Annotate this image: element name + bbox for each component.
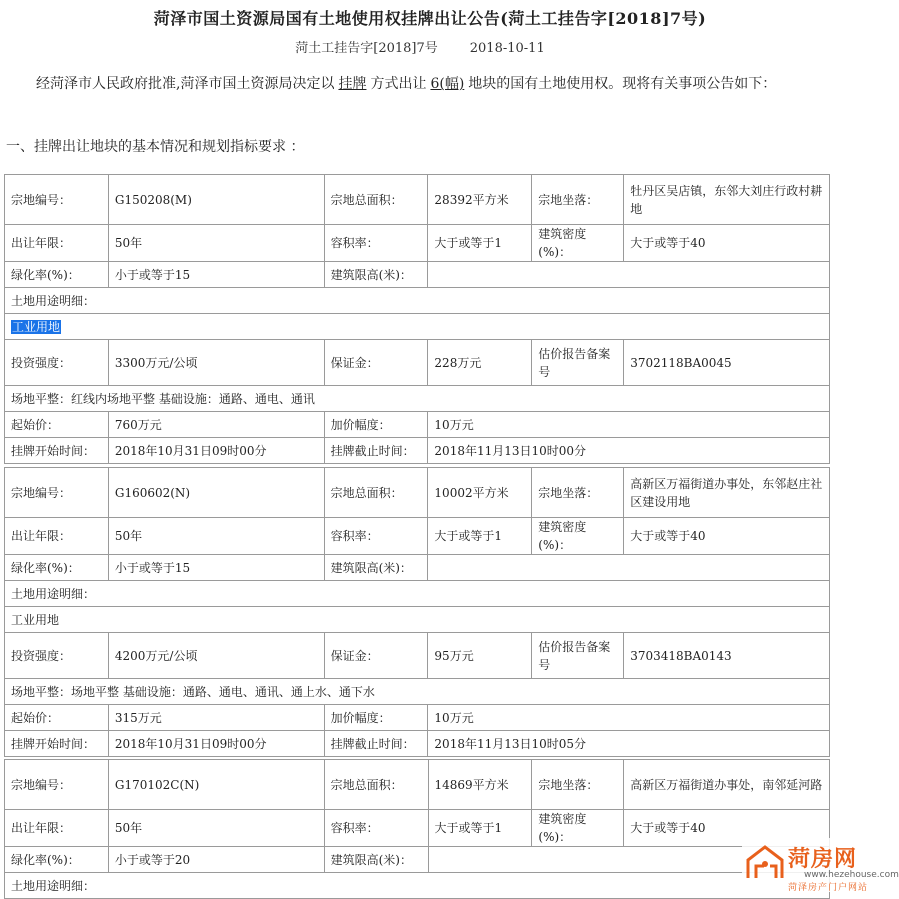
- bid-increment: 10万元: [428, 412, 830, 438]
- total-area: 10002平方米: [428, 468, 532, 518]
- greening-rate: 小于或等于15: [108, 262, 324, 288]
- table-row: 起始价： 315万元 加价幅度： 10万元: [5, 705, 830, 731]
- publish-date: 2018-10-11: [469, 41, 545, 56]
- building-density: 大于或等于40: [624, 518, 830, 555]
- watermark-name: 菏房网: [788, 847, 858, 872]
- table-row: 宗地编号： G170102C(N) 宗地总面积： 14869平方米 宗地坐落： 高新区万福街道办事处，南邻延河路: [5, 760, 830, 810]
- parcel-table-3: [4, 759, 830, 899]
- watermark-tagline: 菏泽房产门户网站: [788, 883, 869, 893]
- house-logo-icon: [744, 842, 786, 882]
- greening-rate: 小于或等于15: [108, 555, 324, 581]
- building-density: 大于或等于40: [624, 225, 830, 262]
- table-row: 投资强度： 4200万元/公顷 保证金： 95万元 估价报告备案号 3703418BA0143: [5, 633, 830, 679]
- page-title: 菏泽市国土资源局国有土地使用权挂牌出让公告(菏土工挂告字[2018]7号): [153, 9, 707, 28]
- table-row: 挂牌开始时间： 2018年10月31日09时00分 挂牌截止时间： 2018年11月13日10时00分: [5, 438, 830, 464]
- table-row: 挂牌开始时间： 2018年10月31日09时00分 挂牌截止时间： 2018年11月13日10时05分: [5, 731, 830, 757]
- land-use-type: 工业用地: [5, 607, 830, 633]
- table-row: 土地用途明细：: [5, 288, 830, 314]
- table-row: 出让年限： 50年 容积率： 大于或等于1 建筑密度(%)： 大于或等于40: [5, 810, 830, 847]
- intro-paragraph: 经菏泽市人民政府批准,菏泽市国土资源局决定以 挂牌 方式出让 6(幅) 地块的国有土地使用权。现将有关事项公告如下：: [36, 76, 777, 92]
- site-conditions: 场地平整：场地平整 基础设施：通路、通电、通讯、通上水、通下水: [5, 679, 830, 705]
- site-watermark: [742, 838, 899, 893]
- table-row: 起始价： 760万元 加价幅度： 10万元: [5, 412, 830, 438]
- table-row: [5, 679, 830, 705]
- transfer-method: 挂牌: [338, 76, 367, 92]
- start-price: 760万元: [108, 412, 324, 438]
- appraisal-number: 3702118BA0045: [624, 340, 830, 386]
- parcel-number: G150208(M): [108, 175, 324, 225]
- table-row: 土地用途明细：: [5, 873, 830, 899]
- deposit: 95万元: [428, 633, 532, 679]
- investment-intensity: 3300万元/公顷: [108, 340, 324, 386]
- floor-area-ratio: 大于或等于1: [428, 225, 532, 262]
- table-row: 绿化率(%)： 小于或等于15 建筑限高(米)：: [5, 555, 830, 581]
- height-limit: [428, 262, 830, 288]
- listing-start-time: 2018年10月31日09时00分: [108, 438, 324, 464]
- reference-number: 菏土工挂告字[2018]7号: [295, 41, 438, 56]
- appraisal-number: 3703418BA0143: [624, 633, 830, 679]
- bid-increment: 10万元: [428, 705, 830, 731]
- table-row: [5, 386, 830, 412]
- term: 50年: [108, 810, 324, 847]
- table-row: 宗地编号： G150208(M) 宗地总面积： 28392平方米 宗地坐落： 牡丹区吴店镇，东邻大刘庄行政村耕地: [5, 175, 830, 225]
- total-area: 14869平方米: [428, 760, 532, 810]
- investment-intensity: 4200万元/公顷: [108, 633, 324, 679]
- table-row: [5, 314, 830, 340]
- location: 高新区万福街道办事处，东邻赵庄社区建设用地: [624, 468, 830, 518]
- height-limit: [428, 555, 830, 581]
- floor-area-ratio: 大于或等于1: [428, 518, 532, 555]
- table-row: 出让年限： 50年 容积率： 大于或等于1 建筑密度(%)： 大于或等于40: [5, 518, 830, 555]
- parcel-count: 6(幅): [430, 76, 465, 92]
- location: 高新区万福街道办事处，南邻延河路: [624, 760, 830, 810]
- term: 50年: [108, 225, 324, 262]
- parcel-number: G170102C(N): [108, 760, 324, 810]
- total-area: 28392平方米: [428, 175, 532, 225]
- table-row: [5, 607, 830, 633]
- start-price: 315万元: [108, 705, 324, 731]
- watermark-url: www.hezehouse.com: [804, 870, 899, 880]
- table-row: 宗地编号： G160602(N) 宗地总面积： 10002平方米 宗地坐落： 高新区万福街道办事处，东邻赵庄社区建设用地: [5, 468, 830, 518]
- table-row: 出让年限： 50年 容积率： 大于或等于1 建筑密度(%)： 大于或等于40: [5, 225, 830, 262]
- greening-rate: 小于或等于20: [108, 847, 324, 873]
- table-row: 绿化率(%)： 小于或等于15 建筑限高(米)：: [5, 262, 830, 288]
- parcel-number: G160602(N): [108, 468, 324, 518]
- listing-start-time: 2018年10月31日09时00分: [108, 731, 324, 757]
- deposit: 228万元: [428, 340, 532, 386]
- parcel-table-2: [4, 467, 830, 757]
- document-meta: [0, 37, 840, 56]
- term: 50年: [108, 518, 324, 555]
- site-conditions: 场地平整：红线内场地平整 基础设施：通路、通电、通讯: [5, 386, 830, 412]
- land-use-type: 工业用地: [12, 319, 61, 334]
- floor-area-ratio: 大于或等于1: [428, 810, 532, 847]
- table-row: 绿化率(%)： 小于或等于20 建筑限高(米)：: [5, 847, 830, 873]
- listing-end-time: 2018年11月13日10时05分: [428, 731, 830, 757]
- table-row: 投资强度： 3300万元/公顷 保证金： 228万元 估价报告备案号 3702118BA0045: [5, 340, 830, 386]
- listing-end-time: 2018年11月13日10时00分: [428, 438, 830, 464]
- table-row: 土地用途明细：: [5, 581, 830, 607]
- building-density: 大于或等于40: [624, 810, 830, 847]
- location: 牡丹区吴店镇，东邻大刘庄行政村耕地: [624, 175, 830, 225]
- parcel-table-1: [4, 174, 830, 464]
- section-heading: 一、挂牌出让地块的基本情况和规划指标要求 ：: [6, 139, 305, 155]
